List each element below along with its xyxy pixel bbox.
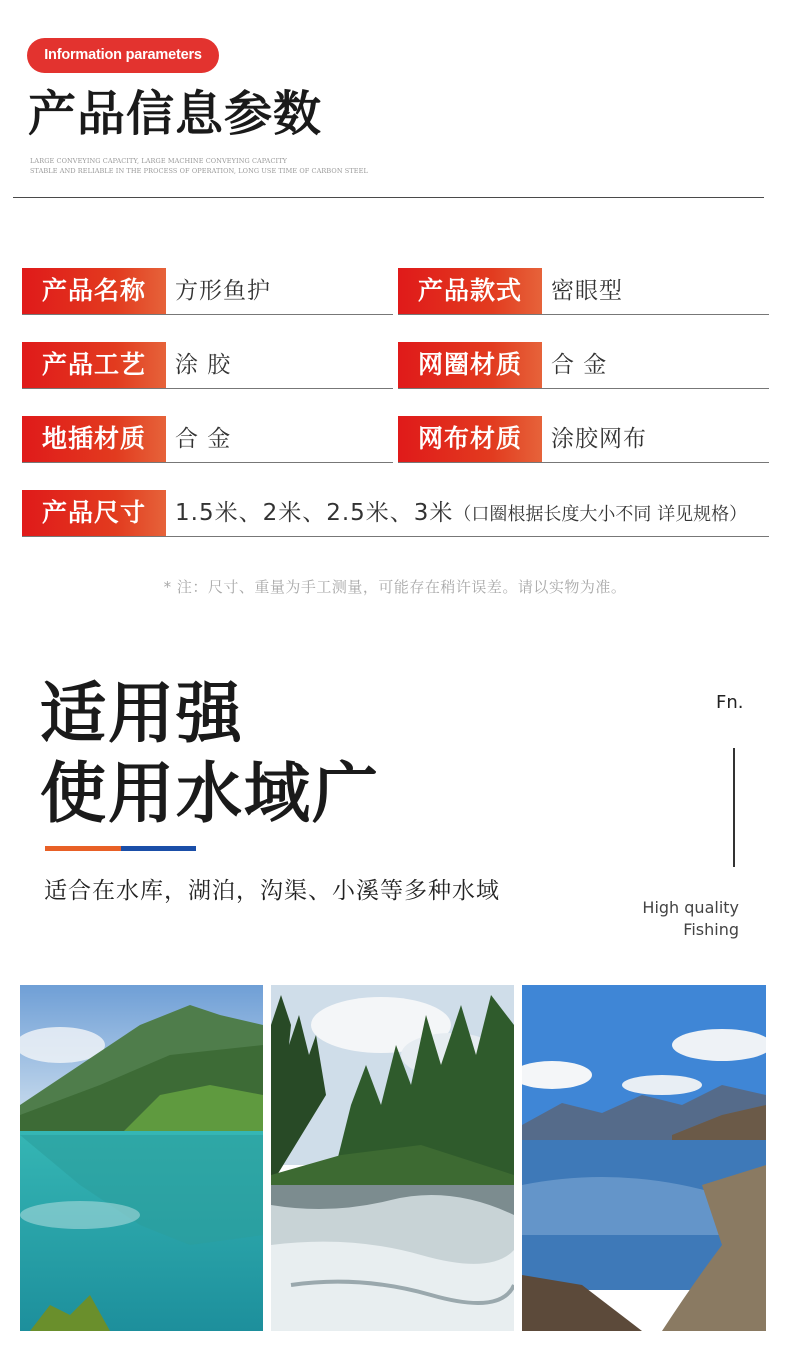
spec-label: 产品尺寸 <box>22 490 166 536</box>
spec-label: 地插材质 <box>22 416 166 462</box>
spec-label: 产品名称 <box>22 268 166 314</box>
forest-river-photo <box>271 985 514 1331</box>
usage-subtitle: 适合在水库，湖泊，沟渠、小溪等多种水域 <box>44 878 500 904</box>
spec-label: 网布材质 <box>398 416 542 462</box>
tiny-caption-1: LARGE CONVEYING CAPACITY, LARGE MACHINE CONVEYING CAPACITY <box>30 157 288 165</box>
spec-value: 涂胶网布 <box>551 426 647 452</box>
spec-label: 产品工艺 <box>22 342 166 388</box>
usage-headline-2: 使用水域广 <box>40 755 380 832</box>
usage-headline-1: 适用强 <box>40 675 244 752</box>
size-note: （口圈根据长度大小不同 详见规格） <box>453 504 748 525</box>
spec-row <box>398 342 769 389</box>
spec-value: 合 金 <box>175 426 232 452</box>
spec-row <box>398 268 769 315</box>
spec-value: 合 金 <box>551 352 608 378</box>
accent-bar-blue <box>121 846 196 851</box>
vertical-rule <box>733 748 735 867</box>
page-title: 产品信息参数 <box>28 86 323 142</box>
info-badge: Information parameters <box>27 38 219 73</box>
hq-line-2: Fishing <box>683 920 739 939</box>
high-quality-label <box>642 897 739 941</box>
size-values: 1.5米、2米、2.5米、3米 <box>175 500 454 526</box>
spec-row <box>22 342 393 389</box>
header-divider <box>13 197 764 198</box>
spec-value: 方形鱼护 <box>175 278 271 304</box>
spec-row <box>398 416 769 463</box>
fn-label: Fn. <box>716 692 744 713</box>
measurement-note: * 注：尺寸、重量为手工测量，可能存在稍许误差。请以实物为准。 <box>163 578 627 596</box>
spec-row <box>22 268 393 315</box>
tiny-caption-2: STABLE AND RELIABLE IN THE PROCESS OF OPERATION, LONG USE TIME OF CARBON STEEL <box>30 167 368 175</box>
spec-row-size <box>22 490 769 537</box>
hq-line-1: High quality <box>642 898 739 917</box>
alpine-lake-photo <box>20 985 263 1331</box>
spec-label: 网圈材质 <box>398 342 542 388</box>
spec-row <box>22 416 393 463</box>
spec-label: 产品款式 <box>398 268 542 314</box>
spec-value: 涂 胶 <box>175 352 232 378</box>
mountain-lake-photo <box>522 985 766 1331</box>
spec-value: 密眼型 <box>551 278 623 304</box>
accent-bar-orange <box>45 846 121 851</box>
spec-value <box>175 490 747 536</box>
